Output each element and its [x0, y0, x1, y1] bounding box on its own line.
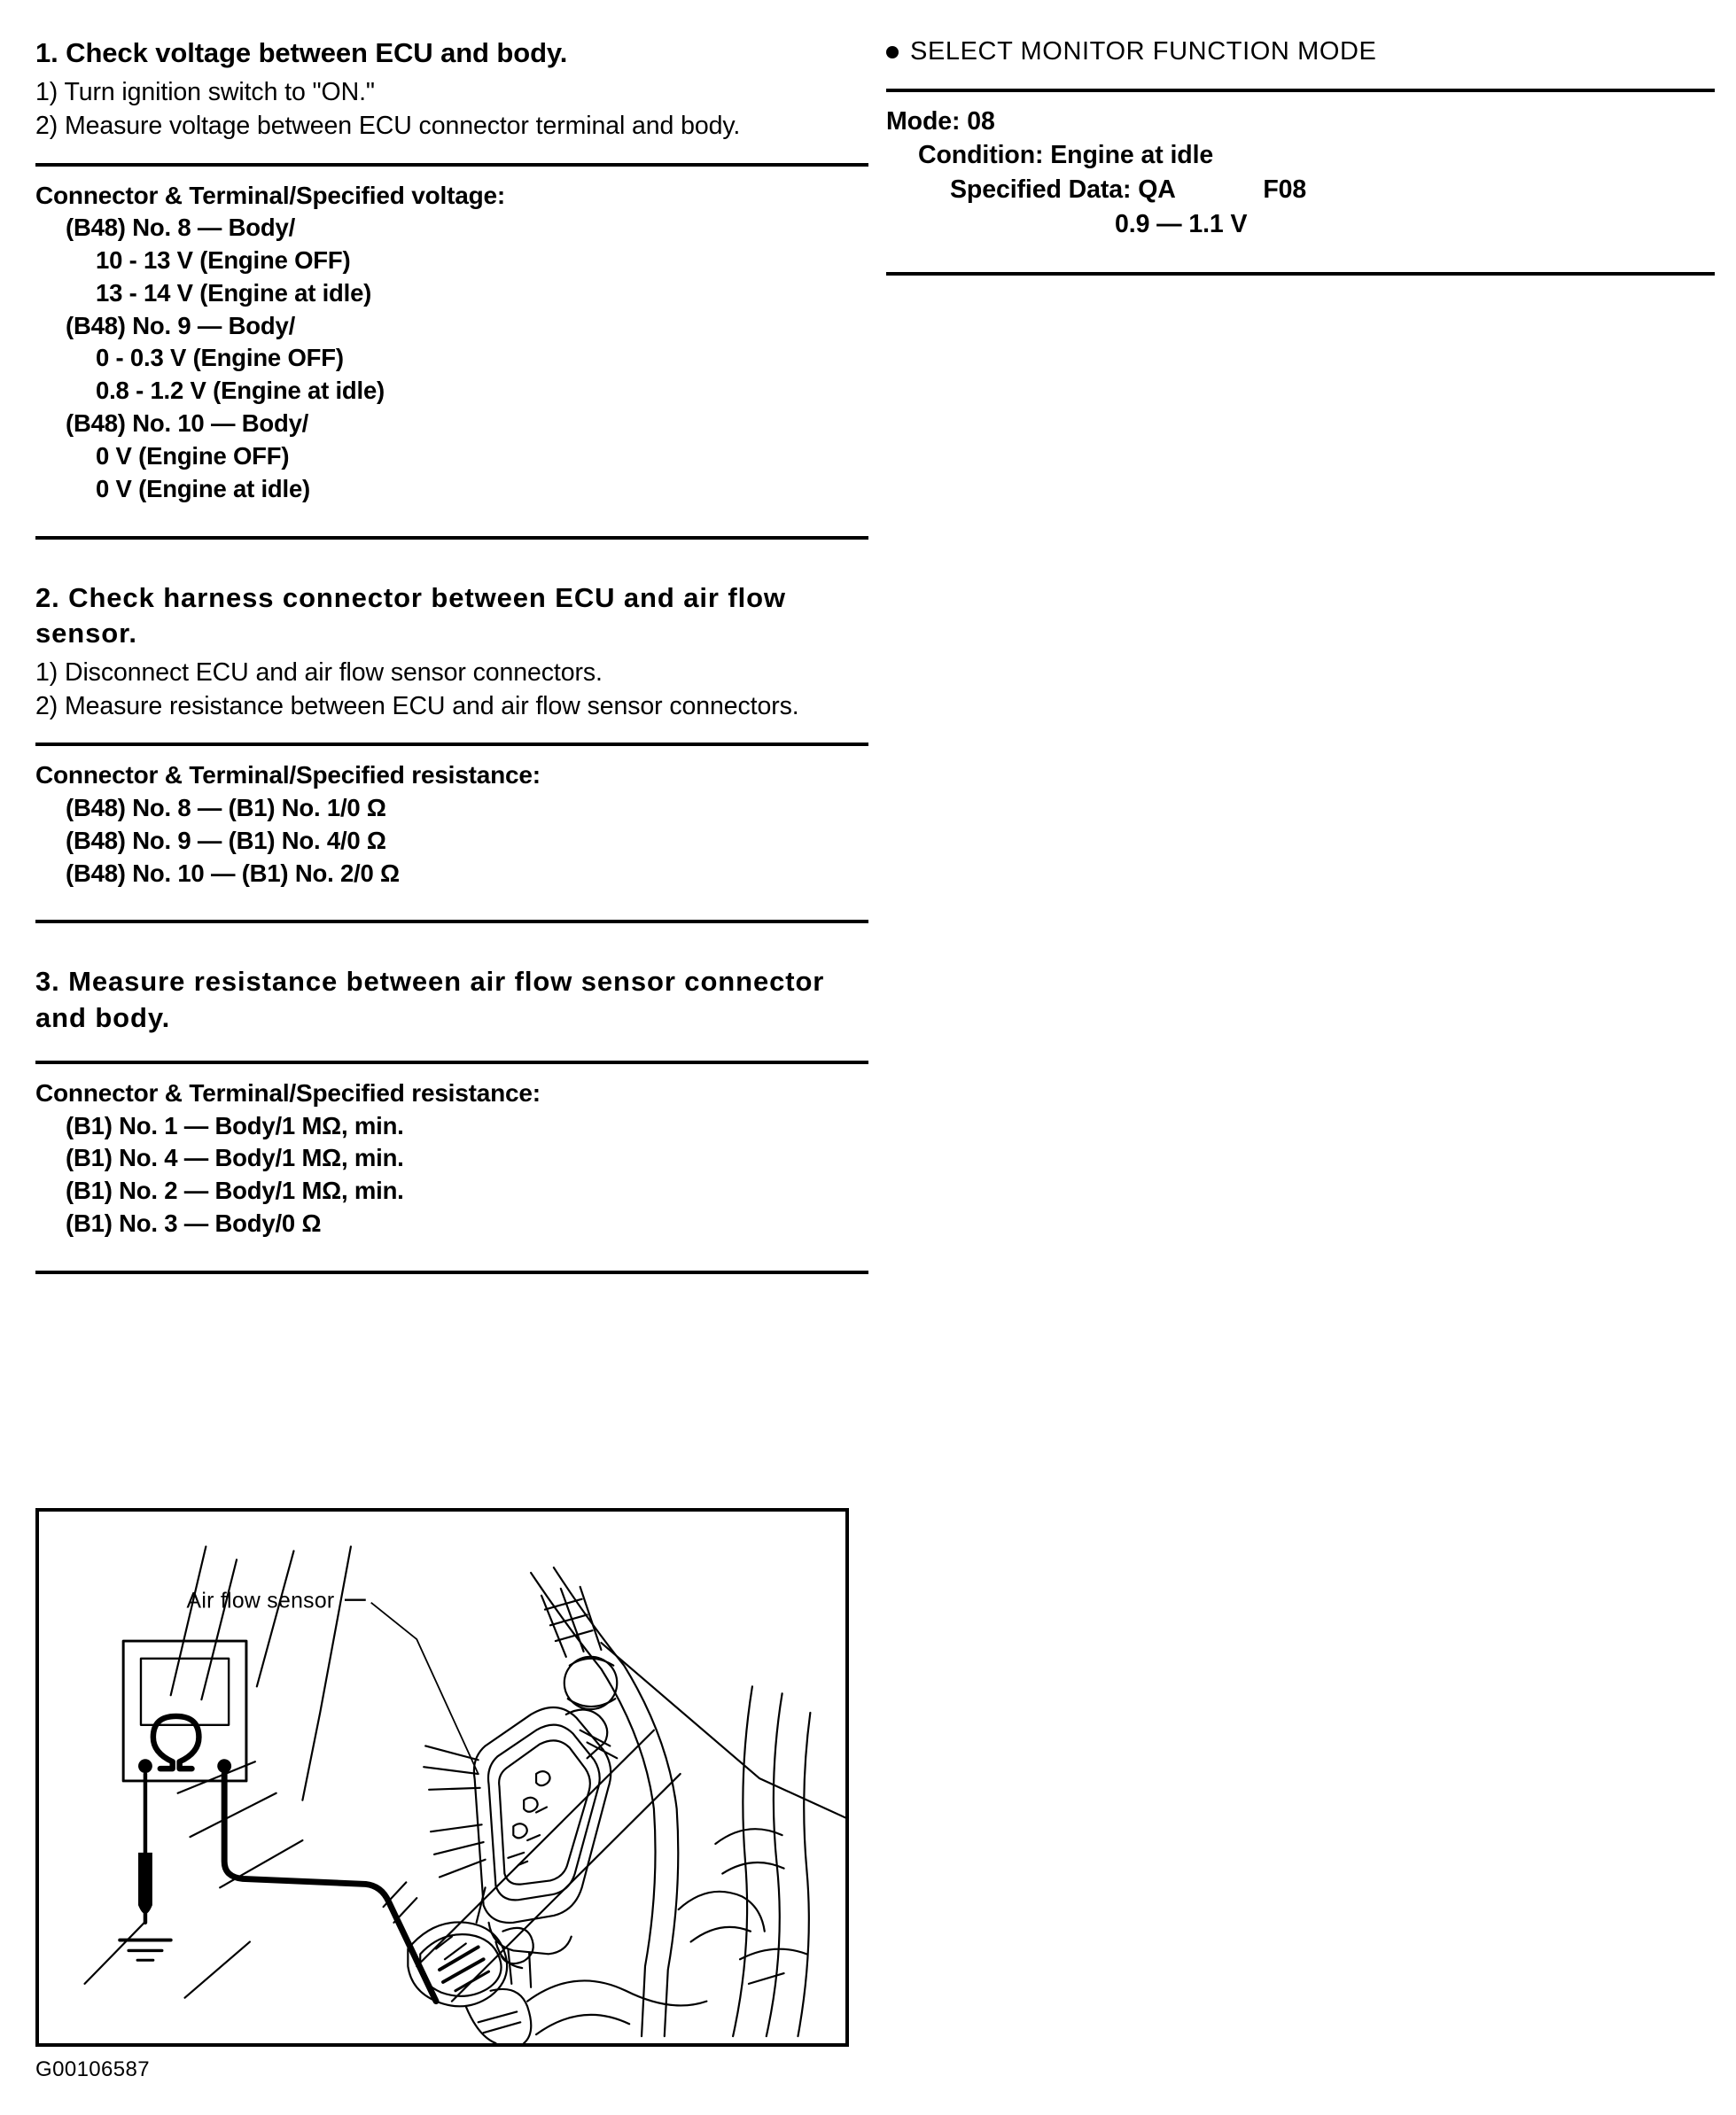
spec-line: (B1) No. 3 — Body/0 Ω	[66, 1209, 322, 1238]
section-3-spec-heading: Connector & Terminal/Specified resistance:	[35, 1079, 541, 1108]
spec-line: 0 V (Engine at idle)	[96, 474, 311, 502]
section-3-rule-bottom	[35, 1271, 868, 1274]
specified-data-label: Specified Data: QA	[950, 175, 1175, 205]
air-flow-sensor-callout	[187, 1590, 479, 1774]
section-2-step-2: 2) Measure resistance between ECU and air flow sensor connectors.	[35, 691, 799, 720]
section-1-step-1: 1) Turn ignition switch to "ON."	[35, 78, 375, 107]
spec-line: (B48) No. 9 — Body/	[66, 311, 296, 339]
spec-line: (B1) No. 4 — Body/1 MΩ, min.	[66, 1144, 404, 1172]
specified-data-code: F08	[1263, 175, 1307, 205]
spec-line: 10 - 13 V (Engine OFF)	[96, 245, 351, 274]
section-3	[35, 964, 868, 1273]
right-column	[886, 35, 1715, 276]
figure-reference-code: G00106587	[35, 2057, 151, 2081]
spec-line: 0 - 0.3 V (Engine OFF)	[96, 344, 344, 372]
spec-line: (B48) No. 8 — (B1) No. 1/0 Ω	[66, 793, 386, 821]
section-1	[35, 35, 868, 540]
section-1-heading: 1. Check voltage between ECU and body.	[35, 37, 568, 68]
monitor-mode-label: Mode: 08	[886, 106, 995, 136]
section-2-step-1: 1) Disconnect ECU and air flow sensor connectors.	[35, 658, 603, 688]
spec-line: (B1) No. 1 — Body/1 MΩ, min.	[66, 1111, 404, 1139]
spec-line: (B48) No. 8 — Body/	[66, 214, 296, 242]
figure-frame	[35, 1508, 849, 2047]
spec-line: (B48) No. 10 — (B1) No. 2/0 Ω	[66, 859, 400, 887]
left-column	[35, 35, 868, 1274]
spec-line: 13 - 14 V (Engine at idle)	[96, 278, 372, 307]
spec-line: (B48) No. 9 — (B1) No. 4/0 Ω	[66, 826, 386, 854]
select-monitor-panel-title	[886, 35, 1715, 69]
section-2-spec-heading: Connector & Terminal/Specified resistance:	[35, 761, 541, 789]
section-3-heading: 3. Measure resistance between air flow sensor connector and body.	[35, 966, 825, 1033]
spec-line: 0.8 - 1.2 V (Engine at idle)	[96, 377, 385, 405]
filled-circle-bullet-icon	[886, 46, 899, 58]
monitor-specified-data-row	[886, 173, 1715, 207]
section-2	[35, 580, 868, 924]
figure-air-flow-sensor-measurement	[35, 1508, 849, 2047]
spec-line: (B1) No. 2 — Body/1 MΩ, min.	[66, 1177, 404, 1205]
svg-text:Air flow sensor: Air flow sensor	[186, 1589, 335, 1613]
monitor-panel-rule-bottom	[886, 272, 1715, 276]
engine-bay-line-drawing	[39, 1512, 845, 2043]
panel-title-text: SELECT MONITOR FUNCTION MODE	[910, 37, 1377, 66]
section-1-step-2: 2) Measure voltage between ECU connector terminal and body.	[35, 111, 741, 140]
section-2-heading: 2. Check harness connector between ECU and air flow sensor.	[35, 581, 786, 649]
section-1-spec-heading: Connector & Terminal/Specified voltage:	[35, 181, 505, 209]
spec-line: (B48) No. 10 — Body/	[66, 409, 309, 438]
specified-data-value: 0.9 — 1.1 V	[1115, 209, 1248, 238]
monitor-condition-label: Condition: Engine at idle	[918, 141, 1214, 170]
spec-line: 0 V (Engine OFF)	[96, 441, 290, 470]
